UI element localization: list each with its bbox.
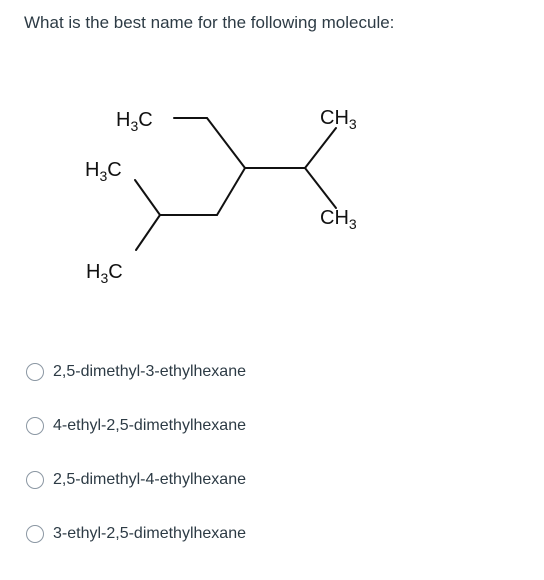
bond — [207, 118, 245, 168]
answer-label: 2,5-dimethyl-4-ethylhexane — [53, 471, 246, 488]
bond — [217, 168, 245, 215]
methyl-label-top-left: $H_3C$ — [116, 109, 153, 134]
bond-lines — [135, 118, 336, 250]
methyl-label-top-right: $CH_3$ — [320, 107, 357, 132]
radio-button-icon[interactable] — [26, 417, 44, 435]
answer-option-2[interactable] — [26, 413, 246, 439]
answer-label: 2,5-dimethyl-3-ethylhexane — [53, 363, 246, 380]
answer-label: 4-ethyl-2,5-dimethylhexane — [53, 417, 246, 434]
bond — [305, 128, 336, 168]
bond — [305, 168, 336, 208]
answer-options — [26, 359, 246, 575]
answer-label: 3-ethyl-2,5-dimethylhexane — [53, 525, 246, 542]
methyl-label-bottom-right: $CH_3$ — [320, 207, 357, 232]
bond — [136, 215, 160, 250]
answer-option-1[interactable] — [26, 359, 246, 385]
answer-option-4[interactable] — [26, 521, 246, 547]
methyl-label-bottom-left: $H_3C$ — [86, 261, 123, 286]
radio-button-icon[interactable] — [26, 363, 44, 381]
answer-option-3[interactable] — [26, 467, 246, 493]
bond — [135, 180, 160, 215]
radio-button-icon[interactable] — [26, 525, 44, 543]
question-prompt: What is the best name for the following molecule: — [24, 13, 395, 32]
methyl-label-middle-left: $H_3C$ — [85, 159, 122, 184]
radio-button-icon[interactable] — [26, 471, 44, 489]
